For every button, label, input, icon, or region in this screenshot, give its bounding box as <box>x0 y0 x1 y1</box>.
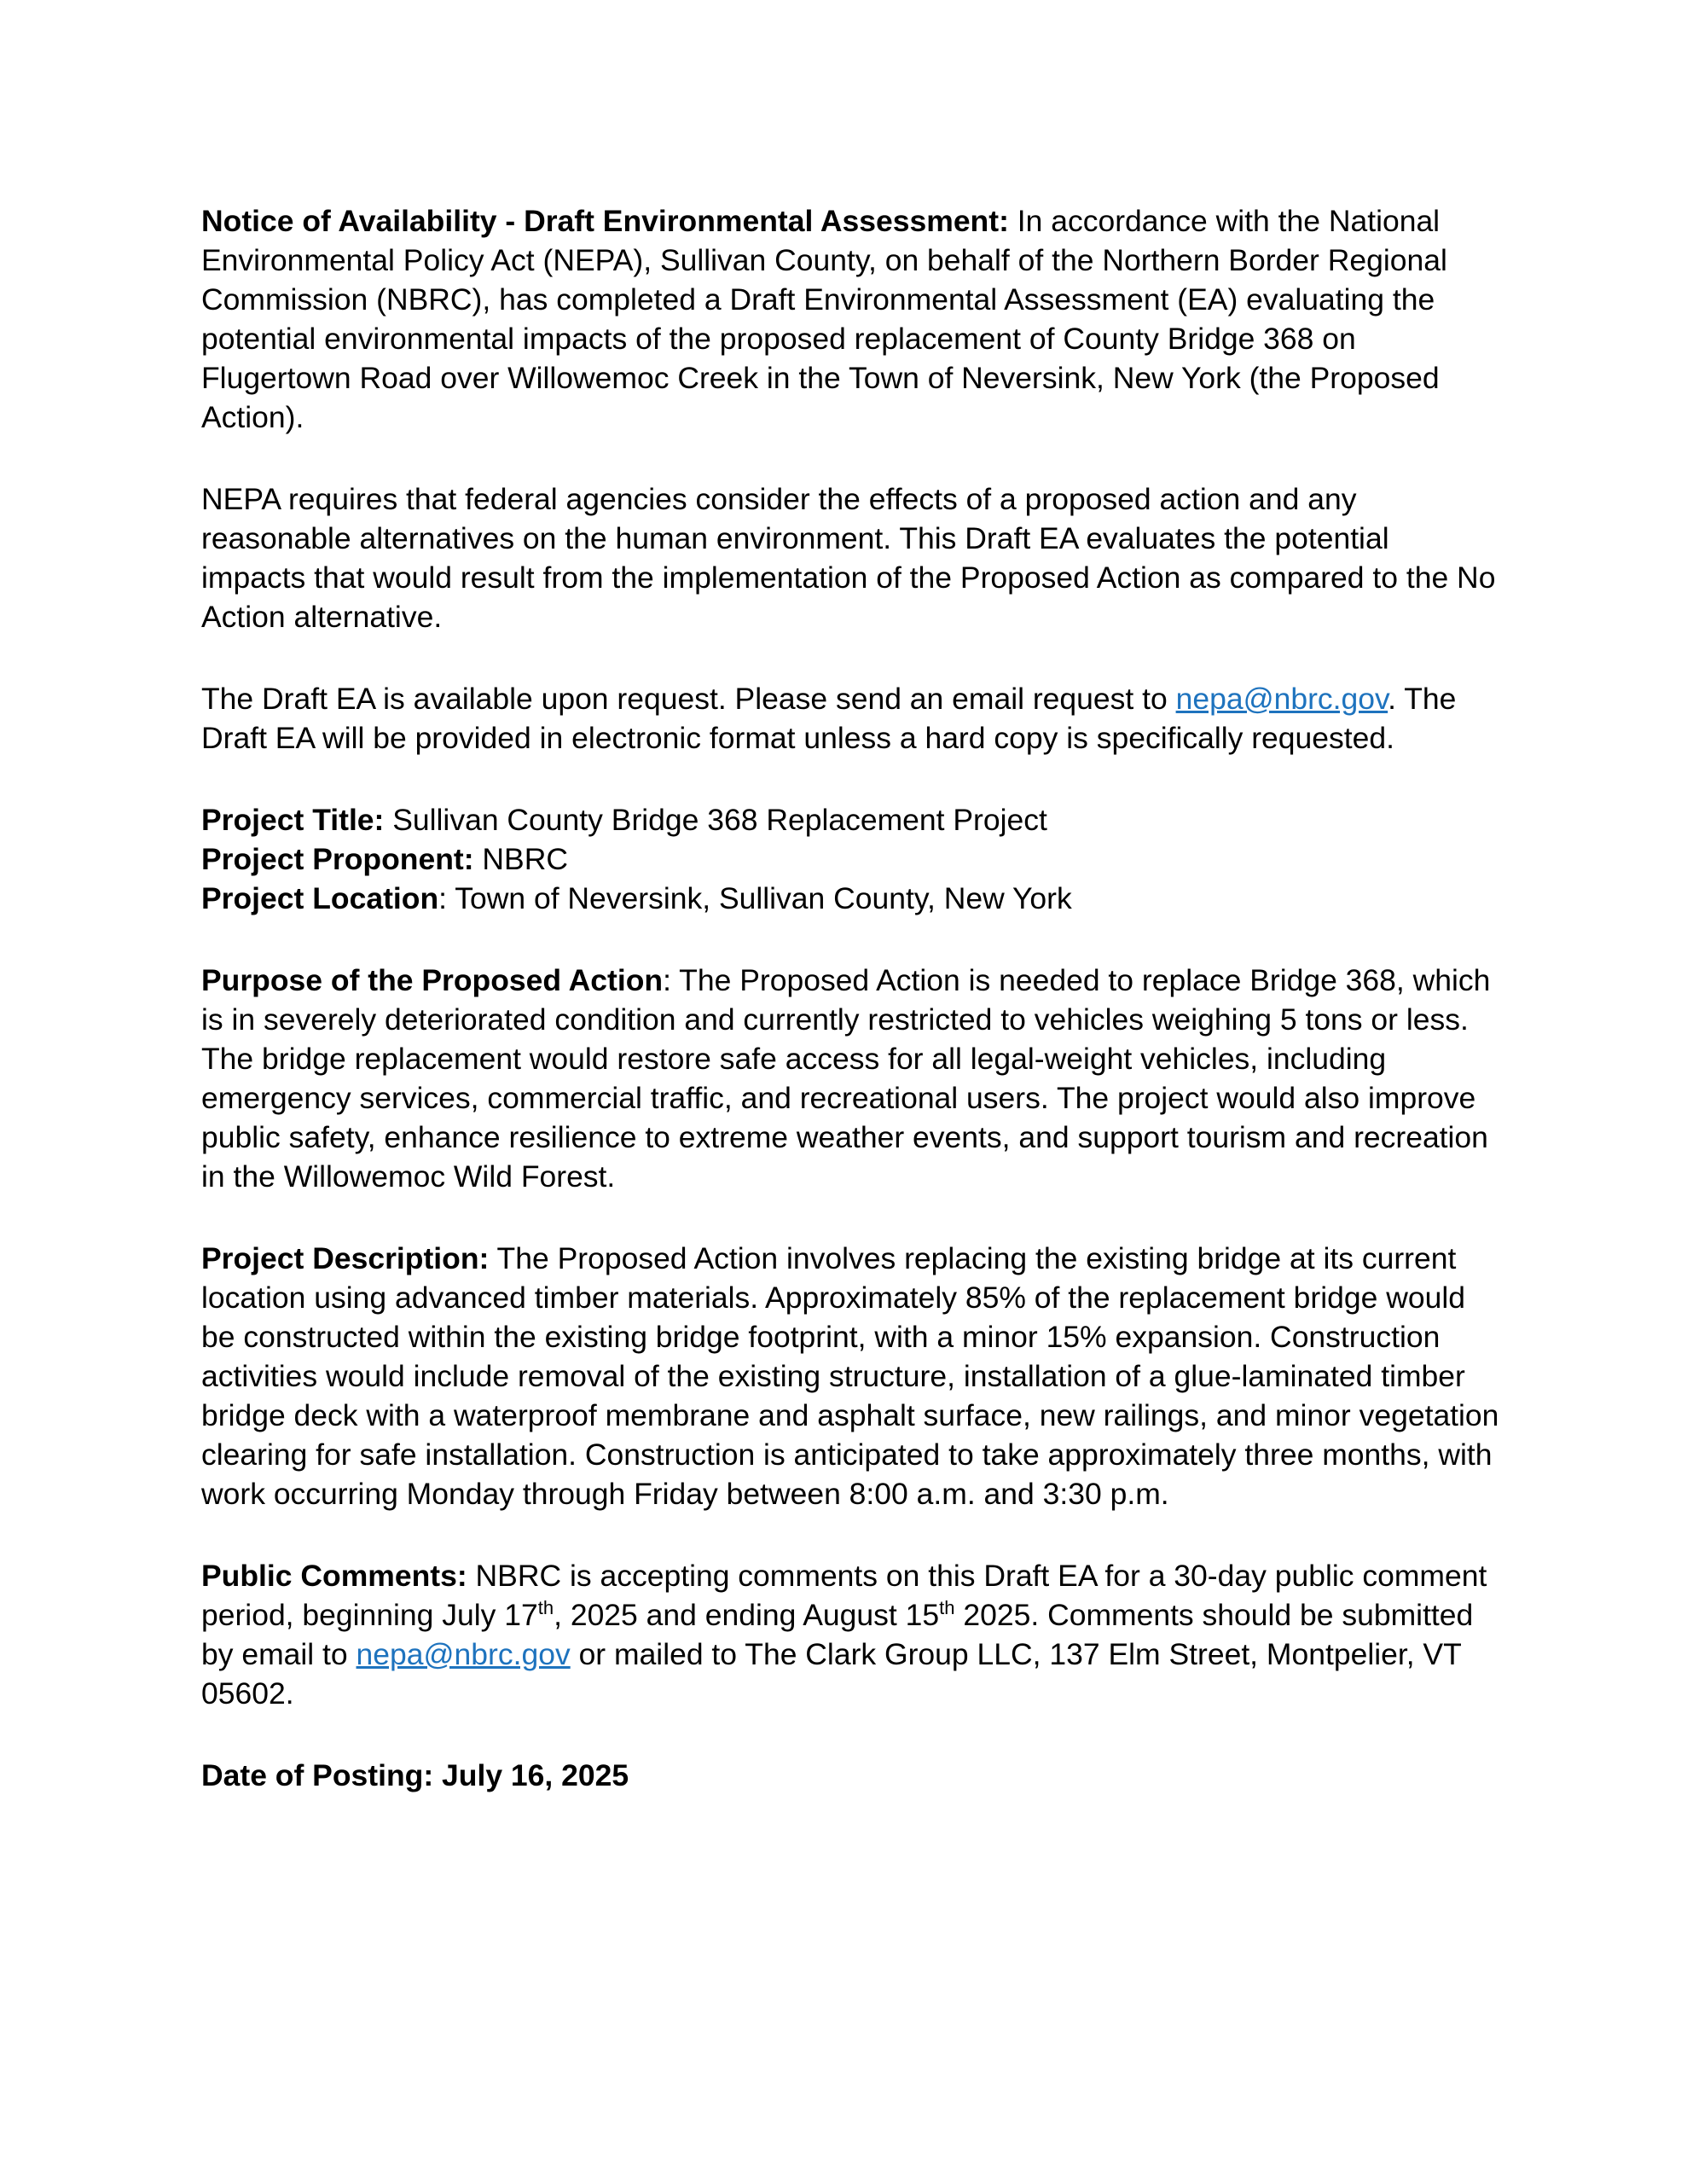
bold-label: Project Location <box>201 881 439 915</box>
purpose-paragraph <box>201 961 1501 1196</box>
draft-ea-availability-paragraph <box>201 679 1501 758</box>
project-description-paragraph <box>201 1239 1501 1513</box>
text-run: . The Draft EA will be provided in electronic format unless a hard copy is specifically requested. <box>201 682 1457 755</box>
public-comments-paragraph <box>201 1556 1501 1713</box>
text-run: : The Proposed Action is needed to replace Bridge 368, which is in severely deteriorated condition and currently restricted to vehicles weighing 5 tons or less. The bridge replacement would restore safe access for all legal-weight vehicles, including emergency services, commercial traffic, and recreational users. The project would also improve public safety, enhance resilience to extreme weather events, and support tourism and recreation in the Willowemoc Wild Forest. <box>201 963 1491 1194</box>
bold-label: Purpose of the Proposed Action <box>201 963 664 997</box>
bold-label: Date of Posting: July 16, 2025 <box>201 1758 629 1792</box>
project-proponent-line <box>201 839 1501 879</box>
text-run: : Town of Neversink, Sullivan County, New York <box>438 881 1072 915</box>
bold-label: Project Title: <box>201 803 385 837</box>
email-link[interactable]: nepa@nbrc.gov <box>1175 682 1388 716</box>
text-run: The Draft EA is available upon request. Please send an email request to <box>201 682 1176 716</box>
bold-label: Project Description: <box>201 1241 490 1275</box>
nepa-requirement-paragraph <box>201 479 1501 636</box>
bold-label: Public Comments: <box>201 1559 467 1593</box>
text-run: NEPA requires that federal agencies consider the effects of a proposed action and any reasonable alternatives on the human environment. This Draft EA evaluates the potential impacts that would result from the implementation of the Proposed Action as compared to the No Action alternative. <box>201 482 1496 634</box>
text-run: In accordance with the National Environmental Policy Act (NEPA), Sullivan County, on behalf of the Northern Border Regional Commission (NBRC), has completed a Draft Environmental Assessment (EA) evaluating the potential environmental impacts of the proposed replacement of County Bridge 368 on Flugertown Road over Willowemoc Creek in the Town of Neversink, New York (the Proposed Action). <box>201 204 1447 434</box>
date-of-posting-line <box>201 1756 1501 1795</box>
project-location-line <box>201 879 1501 918</box>
notice-intro-paragraph <box>201 201 1501 437</box>
project-title-line <box>201 800 1501 839</box>
ordinal-superscript: th <box>939 1597 955 1619</box>
text-run: or mailed to The Clark Group LLC, 137 Elm Street, Montpelier, VT 05602. <box>201 1637 1462 1711</box>
text-run: The Proposed Action involves replacing the existing bridge at its current location using advanced timber materials. Approximately 85% of the replacement bridge would be constructed within the existing bridge footprint, with a minor 15% expansion. Construction activities would include removal of the existing structure, installation of a glue-laminated timber bridge deck with a waterproof membrane and asphalt surface, new railings, and minor vegetation clearing for safe installation. Construction is anticipated to take approximately three months, with work occurring Monday through Friday between 8:00 a.m. and 3:30 p.m. <box>201 1241 1499 1511</box>
text-run: NBRC is accepting comments on this Draft EA for a 30-day public comment period, beginning July 17 <box>201 1559 1487 1632</box>
bold-label: Project Proponent: <box>201 842 474 876</box>
text-run: NBRC <box>473 842 568 876</box>
text-run: Sullivan County Bridge 368 Replacement Project <box>384 803 1047 837</box>
bold-label: Notice of Availability - Draft Environmental Assessment: <box>201 204 1009 238</box>
text-run: , 2025 and ending August 15 <box>554 1598 940 1632</box>
ordinal-superscript: th <box>537 1597 554 1619</box>
text-run: 2025. Comments should be submitted by email to <box>201 1598 1474 1671</box>
email-link[interactable]: nepa@nbrc.gov <box>356 1637 571 1671</box>
document-body <box>201 201 1501 1795</box>
